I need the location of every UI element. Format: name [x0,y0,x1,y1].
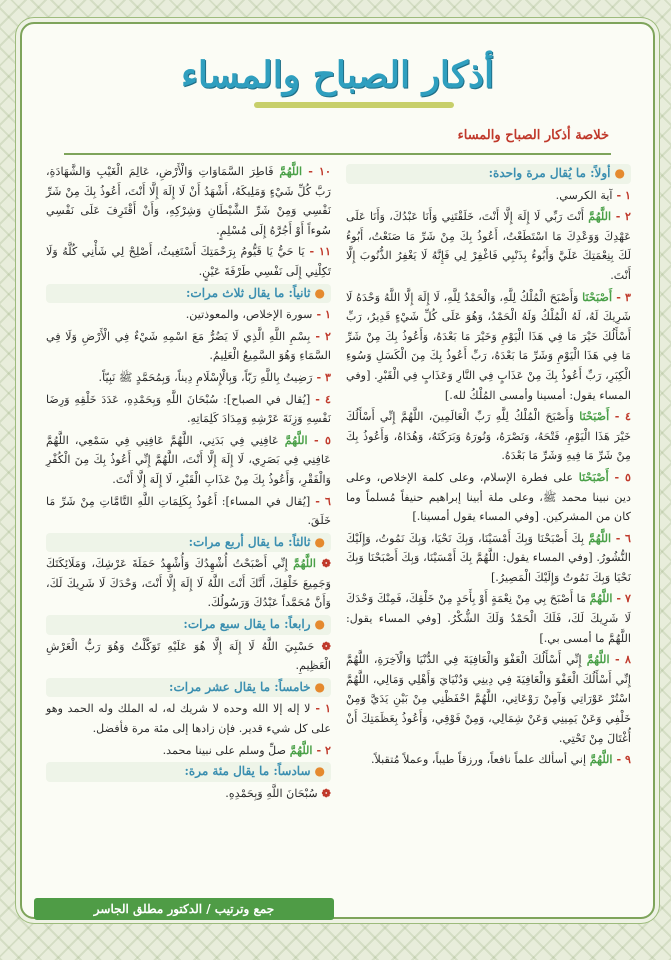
item-text: وَأَصْبَحَ الْمُلْكُ لِلَّهِ، وَالْحَمْدُ لِلَّهِ، لَا إِلَهَ إِلَّا اللَّهُ وَحْدَهُ لَا شَرِيكَ لَهُ، لَهُ الْمُلْكُ وَلَهُ الْحَمْدُ، وَهُوَ عَلَى كُلِّ شَيْءٍ قَدِيرٌ، رَبِّ أَسْأَلُكَ خَيْرَ مَا فِي هَذَا الْيَوْمِ وَخَيْرَ مَا بَعْدَهُ، وَأَعُوذُ بِكَ مِنْ شَرِّ مَا فِي هَذَا الْيَوْمِ وَشَرِّ مَا بَعْدَهُ، رَبِّ أَعُوذُ بِكَ مِنَ الْكَسَلِ وَسُوءِ الْكِبَرِ، رَبِّ أَعُوذُ بِكَ مِنْ عَذَابٍ فِي النَّارِ وَعَذَابٍ فِي الْقَبْرِ. [وفي المساء يقول: أمسينا وأمسى المُلْكُ لله.] [346,290,631,402]
item-text: عَافِنِي فِي بَدَنِي، اللَّهُمَّ عَافِنِي فِي سَمْعِي، اللَّهُمَّ عَافِنِي فِي بَصَرِي، لَا إِلَهَ إِلَّا أَنْتَ، اللَّهُمَّ إِنِّي أَعُوذُ بِكَ مِنَ الْكُفْرِ وَالْفَقْرِ، وَأَعُوذُ بِكَ مِنْ عَذَابِ الْقَبْرِ، لَا إِلَهَ إِلَّا أَنْتَ. [46,433,331,486]
item-text: بِسْمِ اللَّهِ الَّذِي لَا يَضُرُّ مَعَ اسْمِهِ شَيْءٌ فِي الْأَرْضِ وَلَا فِي السَّمَاءِ وَهُوَ السَّمِيعُ الْعَلِيمُ. [46,329,331,363]
dhikr-item [346,288,631,406]
dhikr-item [346,529,631,588]
dhikr-item [346,650,631,748]
dhikr-item [46,637,331,676]
dhikr-item [46,242,331,281]
dhikr-item [46,784,331,804]
dhikr-item [346,207,631,285]
bullet-icon: ● [314,534,325,549]
dhikr-item [46,431,331,490]
item-number: ٢ - [312,742,331,757]
left-item-list-4 [46,637,331,676]
dhikr-item [46,305,331,325]
left-item-list-5 [46,699,331,760]
item-text: إِنِّي أَسْأَلُكَ الْعَفْوَ وَالْعَافِيَةَ فِي الدُّنْيَا وَالْآخِرَةِ، اللَّهُمَّ إِنِّي أَسْأَلُكَ الْعَفْوَ وَالْعَافِيَةَ فِي دِينِي وَدُنْيَايَ وَأَهْلِي وَمَالِي، اللَّهُمَّ اسْتُرْ عَوْرَاتِي وَآمِنْ رَوْعَاتِي، اللَّهُمَّ احْفَظْنِي مِنْ بَيْنِ يَدَيَّ وَمِنْ خَلْفِي وَعَنْ يَمِينِي وَعَنْ شِمَالِي، وَمِنْ فَوْقِي، وَأَعُوذُ بِعَظَمَتِكَ أَنْ أُغْتَالَ مِنْ تَحْتِي. [346,653,631,745]
section-heading: ●أولاً: ما يُقال مرة واحدة: [346,164,631,184]
item-number: ❁ [317,785,331,800]
item-lead-word: أَصْبَحْنَا [582,289,613,304]
section-heading: ●سادساً: ما يقال مئة مرة: [46,762,331,782]
section-heading: ●ثانياً: ما يقال ثلاث مرات: [46,284,331,304]
bullet-icon: ● [314,679,325,694]
item-text: سورة الإخلاص، والمعوذتين. [185,308,313,322]
right-item-list [346,186,631,770]
item-number: ٥ - [307,432,332,447]
item-text: إني أسألك علماً نافعاً، ورزقاً طيباً، وعملاً مُتقبلاً. [370,753,587,767]
left-item-list-3 [46,554,331,613]
item-lead-word: اللَّهُمَّ [588,530,612,545]
item-number: ١ - [612,187,631,202]
page-title: أذكار الصباح والمساء [180,54,495,96]
item-text: آية الكرسي. [555,188,613,202]
item-lead-word: اللَّهُمَّ [586,652,610,667]
item-number: ٩ - [612,752,631,767]
dhikr-item [346,589,631,648]
left-item-list-2 [46,305,331,531]
title-area [22,54,653,124]
item-text: [يُقال في المساء]: أَعُوذُ بِكَلِمَاتِ اللَّهِ التَّامَّاتِ مِنْ شَرِّ مَا خَلَقَ. [46,494,331,528]
right-column [346,162,631,772]
item-lead-word: اللَّهُمَّ [284,432,308,447]
dhikr-item [46,554,331,613]
item-text: [يُقال في الصباح]: سُبْحَانَ اللَّهِ وَبِحَمْدِهِ، عَدَدَ خَلْقِهِ وَرِضَا نَفْسِهِ وَزِنَةَ عَرْشِهِ وَمِدَادَ كَلِمَاتِهِ. [46,392,331,426]
dhikr-item [346,407,631,466]
item-text: رَضِيتُ بِاللَّهِ رَبّاً، وَبِالْإِسْلَامِ دِيناً، وَبِمُحَمَّدٍ ﷺ نَبِيّاً. [98,370,313,384]
item-number: ❁ [315,556,331,571]
title-underline [254,102,454,108]
item-number: ٤ - [310,391,331,406]
item-text: إِنِّي أَصْبَحْتُ أُشْهِدُكَ وَأُشْهِدُ حَمَلَةَ عَرْشِكَ، وَمَلَائِكَتَكَ وَجَمِيعَ خَلْقِكَ، أَنَّكَ أَنْتَ اللَّهُ لَا إِلَهَ إِلَّا أَنْتَ، وَحْدَكَ لَا شَرِيكَ لَكَ، وَأَنَّ مُحَمَّداً عَبْدُكَ وَرَسُولُكَ. [46,557,331,610]
item-number: ❁ [314,638,331,653]
item-text: مَا أَصْبَحَ بِي مِنْ نِعْمَةٍ أَوْ بِأَحَدٍ مِنْ خَلْقِكَ، فَمِنْكَ وَحْدَكَ لَا شَرِيكَ لَكَ، فَلَكَ الْحَمْدُ وَلَكَ الشُّكْرُ. [وفي المساء يقول: اللَّهُمَّ ما أمسى بي.] [346,592,631,645]
dhikr-item [346,186,631,206]
item-lead-word: اللَّهُمَّ [293,556,316,571]
section-heading: ●ثالثاً: ما يقال أربع مرات: [46,533,331,553]
item-number: ١ - [310,701,331,716]
left-item-list-top [46,162,331,282]
item-number: ١ - [312,307,331,322]
item-text: أَنْتَ رَبِّي لَا إِلَهَ إِلَّا أَنْتَ، خَلَقْتَنِي وَأَنَا عَبْدُكَ، وَأَنَا عَلَى عَهْدِكَ وَوَعْدِكَ مَا اسْتَطَعْتُ، أَعُوذُ بِكَ مِنْ شَرِّ مَا صَنَعْتُ، أَبُوءُ لَكَ بِنِعْمَتِكَ عَلَيَّ وَأَبُوءُ بِذَنْبِي فَاغْفِرْ لِي فَإِنَّهُ لَا يَغْفِرُ الذُّنُوبَ إِلَّا أَنْتَ. [346,210,631,282]
item-lead-word: اللَّهُمَّ [588,209,612,224]
item-text: حَسْبِيَ اللَّهُ لَا إِلَهَ إِلَّا هُوَ عَلَيْهِ تَوَكَّلْتُ وَهُوَ رَبُّ الْعَرْشِ الْعَظِيمِ. [46,639,331,673]
dhikr-item [46,741,331,761]
item-number: ٢ - [611,209,631,224]
item-lead-word: اللَّهُمَّ [589,591,613,606]
bullet-icon: ● [614,166,625,180]
dhikr-item [46,162,331,240]
item-text: على فطرة الإسلام، وعلى كلمة الإخلاص، وعلى دين نبينا محمد ﷺ، وعلى ملة أبينا إبراهيم حنيفاً مُسلماً وما كان من المشركين. [وفي المساء يقول أمسينا.] [346,470,631,524]
item-lead-word: أَصْبَحْنَا [579,409,610,424]
author-credit: جمع وترتيب / الدكتور مطلق الجاسر [34,898,334,920]
bullet-icon: ● [314,764,325,779]
dhikr-item [46,368,331,388]
item-text: وَأَصْبَحَ الْمُلْكُ لِلَّهِ رَبِّ الْعَالَمِينَ، اللَّهُمَّ إِنِّي أَسْأَلُكَ خَيْرَ هَذَا الْيَوْمِ، فَتْحَهُ، وَنَصْرَهُ، وَنُورَهُ وَبَرَكَتَهُ، وَهُدَاهُ، وَأَعُوذُ بِكَ مِنْ شَرِّ مَا فِيهِ وَشَرِّ مَا بَعْدَهُ. [346,410,631,463]
item-lead-word: اللَّهُمَّ [279,164,303,178]
left-item-list-6 [46,784,331,804]
section-heading: ●رابعاً: ما يقال سبع مرات: [46,615,331,635]
item-text: يَا حَيُّ يَا قَيُّومُ بِرَحْمَتِكَ أَسْتَغِيثُ، أَصْلِحْ لِي شَأْنِي كُلَّهُ وَلَا تَكِلْنِي إِلَى نَفْسِي طَرْفَةَ عَيْنٍ. [46,245,331,278]
item-number: ٥ - [608,469,631,484]
item-number: ٦ - [310,493,331,508]
dhikr-item [46,390,331,429]
dhikr-item [346,750,631,770]
item-number: ٣ - [312,369,331,384]
item-text: فَاطِرَ السَّمَاوَاتِ وَالْأَرْضِ، عَالِمَ الْغَيْبِ وَالشَّهَادَةِ، رَبَّ كُلِّ شَيْءٍ وَمَلِيكَهُ، أَشْهَدُ أَنْ لَا إِلَهَ إِلَّا أَنْتَ، أَعُوذُ بِكَ مِنْ شَرِّ نَفْسِي وَمِنْ شَرِّ الشَّيْطَانِ وَشِرْكِهِ، وَأَنْ أَقْتَرِفَ عَلَى نَفْسِي سُوءاً أَوْ أَجُرَّهُ إِلَى مُسْلِمٍ. [46,165,331,237]
item-number: ٦ - [611,530,631,545]
dhikr-item [46,699,331,738]
item-number: ٨ - [609,652,632,667]
section-heading: ●خامساً: ما يقال عشر مرات: [46,678,331,698]
item-text: سُبْحَانَ اللَّهِ وَبِحَمْدِهِ. [225,786,318,800]
item-number: ١١ - [304,244,331,259]
item-lead-word: اللَّهُمَّ [289,742,313,757]
bullet-icon: ● [314,285,325,300]
bullet-icon: ● [314,617,325,632]
item-text: لا إله إلا الله وحده لا شريك له، له الملك وله الحمد وهو على كل شيء قدير. فإن زادها إلى مئة مرة فأفضل. [46,702,331,736]
item-text: بِكَ أَصْبَحْنَا وَبِكَ أَمْسَيْنَا، وَبِكَ نَحْيَا، وَبِكَ نَمُوتُ، وَإِلَيْكَ النُّشُورُ. [وفي المساء يقول: اللَّهُمَّ بِكَ أَمْسَيْنَا، وَبِكَ أَصْبَحْنَا وَبِكَ نَحْيَا وَبِكَ نَمُوتُ وَإِلَيْكَ الْمَصِيرُ.] [346,531,631,584]
page-subtitle: خلاصة أذكار الصباح والمساء [457,128,609,143]
dhikr-item [46,327,331,366]
header-divider [64,153,611,155]
dhikr-item [346,468,631,527]
item-lead-word: اللَّهُمَّ [589,752,613,767]
item-lead-word: أَصْبَحْنَا [578,469,609,484]
dhikr-item [46,492,331,531]
left-column [46,162,331,805]
item-number: ٣ - [612,289,632,304]
item-number: ٧ - [612,591,631,606]
item-number: ٤ - [609,409,632,424]
item-text: صلِّ وسلم على نبينا محمد. [162,743,287,757]
content-card [20,22,655,919]
item-number: ٢ - [310,328,332,343]
item-number: ١٠ - [302,164,331,178]
